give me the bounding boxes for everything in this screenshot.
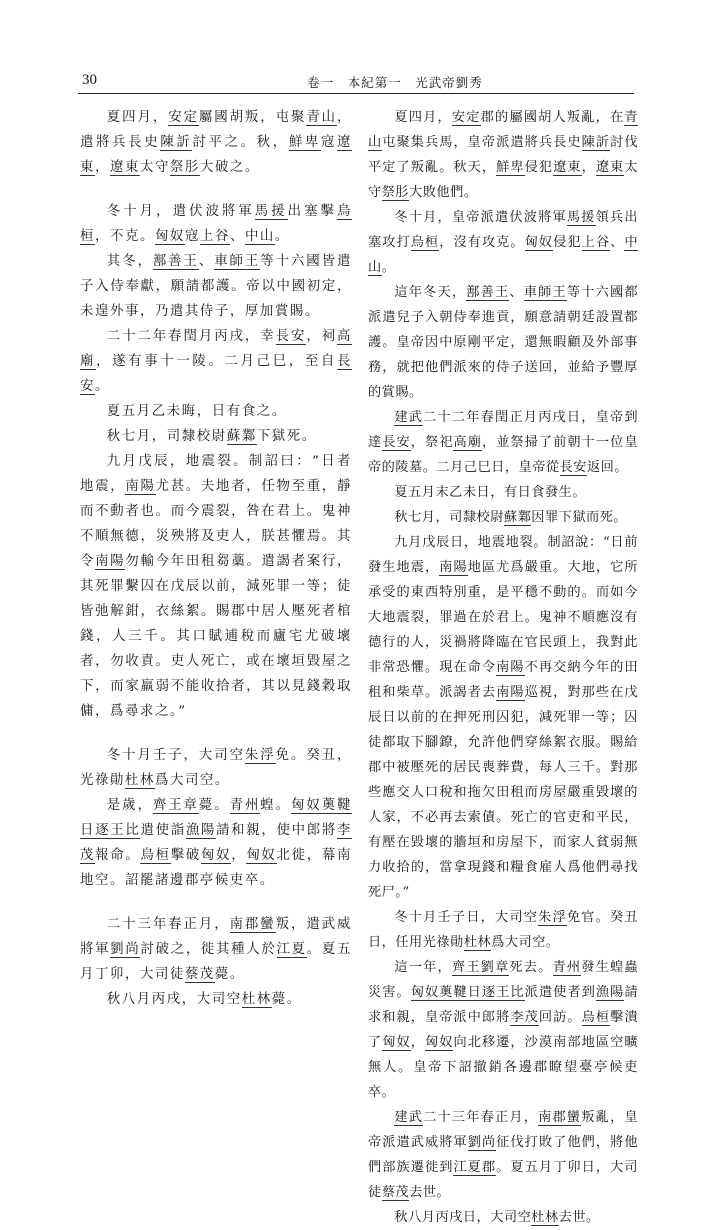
proper-noun: 車師王: [523, 285, 567, 300]
proper-noun: 漁陽: [185, 823, 217, 838]
proper-noun: 馬援: [254, 204, 288, 219]
proper-noun: 青州: [229, 798, 261, 813]
proper-noun: 南陽: [496, 685, 525, 700]
original-paragraph: 秋七月，司隸校尉蘇鄴下獄死。: [106, 429, 317, 444]
proper-noun: 匈奴: [291, 798, 322, 813]
proper-noun: 建武: [394, 1110, 424, 1125]
original-paragraph: 其冬，鄯善王、車師王等十六國皆遣子入侍奉獻，願請都護。帝以中國初定，未遑外事，乃遣其侍子，厚加賞賜。: [80, 254, 352, 319]
proper-noun: 青山: [306, 110, 338, 125]
proper-noun: 南陽: [496, 660, 525, 675]
proper-noun: 長安: [275, 329, 307, 344]
original-paragraph: 夏五月乙未晦，日有食之。: [106, 404, 287, 419]
proper-noun: 鄯善王: [466, 285, 510, 300]
proper-noun: 薁鞬日逐王比: [80, 798, 353, 838]
translation-paragraph: 秋七月，司隸校尉蘇鄴因罪下獄而死。: [394, 510, 628, 525]
proper-noun: 匈奴: [246, 848, 277, 863]
proper-noun: 陳訢: [160, 135, 193, 150]
proper-noun: 南陽: [439, 560, 468, 575]
proper-noun: 遼東: [80, 135, 352, 175]
proper-noun: 薁鞬日逐王比: [439, 985, 525, 1000]
translation-paragraph: 夏四月，安定郡的屬國胡人叛亂，在青山屯聚集兵馬，皇帝派遣將兵長史陳訢討伐平定了叛亂。秋天，鮮卑侵犯遼東，遼東太守祭肜大敗他們。: [368, 110, 639, 200]
header-rule: [78, 93, 634, 94]
proper-noun: 青州: [552, 960, 582, 975]
proper-noun: 劉尚: [110, 942, 141, 957]
proper-noun: 長安: [80, 354, 352, 394]
proper-noun: 鮮卑: [496, 160, 525, 175]
proper-noun: 高廟: [453, 435, 482, 450]
proper-noun: 祭肜: [381, 185, 410, 200]
original-paragraph: 冬十月，遣伏波將軍馬援出塞擊烏桓，不克。匈奴寇上谷、中山。: [80, 204, 352, 244]
proper-noun: 遼東: [595, 160, 625, 175]
proper-noun: 長安: [382, 435, 411, 450]
proper-noun: 鮮卑: [288, 135, 321, 150]
proper-noun: 李茂: [510, 1010, 539, 1025]
running-head: 卷一 本紀第一 光武帝劉秀: [307, 75, 483, 90]
translation-paragraph: 這年冬天，鄯善王、車師王等十六國都派遣兒子入朝侍奉進貢，願意請朝廷設置都護。皇帝因中原剛平定，還無暇顧及外部事務，就把他們派來的侍子送回，並給予豐厚的賞賜。: [368, 285, 639, 400]
original-paragraph: 二十二年春閏月丙戌，幸長安，祠高廟，遂有事十一陵。二月己巳，至自長安。: [80, 329, 353, 394]
original-paragraph: 二十三年春正月，南郡蠻叛，遣武威將軍劉尚討破之，徙其種人於江夏。夏五月丁卯，大司徒蔡茂薨。: [80, 917, 352, 982]
proper-noun: 陳訢: [581, 135, 611, 150]
proper-noun: 李茂: [80, 823, 352, 863]
proper-noun: 烏桓: [581, 1010, 611, 1025]
original-paragraph: 夏四月，安定屬國胡叛，屯聚青山，遣將兵長史陳訢討平之。秋，鮮卑寇遼東，遼東太守祭肜大破之。: [80, 110, 353, 175]
proper-noun: 匈奴: [424, 1035, 454, 1050]
proper-noun: 上谷: [581, 235, 611, 250]
proper-noun: 南郡蠻: [538, 1110, 582, 1125]
proper-noun: 建武: [394, 410, 424, 425]
proper-noun: 劉尚: [467, 1135, 497, 1150]
proper-noun: 杜林: [463, 935, 492, 950]
proper-noun: 齊王章: [152, 798, 199, 813]
translation-paragraph: 夏五月末乙未日，有日食發生。: [394, 485, 587, 500]
proper-noun: 烏桓: [140, 848, 171, 863]
proper-noun: 齊王: [451, 960, 481, 975]
proper-noun: 安定: [451, 110, 481, 125]
proper-noun: 安定: [168, 110, 199, 125]
proper-noun: 杜林: [531, 1210, 559, 1225]
original-paragraph: 是歲，齊王章薨。青州蝗。匈奴薁鞬日逐王比遣使詣漁陽請和親，使中郎將李茂報命。烏桓擊破匈奴，匈奴北徙，幕南地空。詔罷諸邊郡亭候吏卒。: [80, 798, 353, 888]
proper-noun: 匈奴: [410, 985, 440, 1000]
translation-paragraph: 建武二十三年春正月，南郡蠻叛亂，皇帝派遣武威將軍劉尚征伐打敗了他們，將他們部族遷徙到江夏郡。夏五月丁卯日，大司徒蔡茂去世。: [368, 1110, 639, 1200]
proper-noun: 遼東: [553, 160, 582, 175]
proper-noun: 馬援: [566, 210, 596, 225]
proper-noun: 蔡茂: [381, 1185, 410, 1200]
proper-noun: 蔡茂: [184, 967, 215, 982]
proper-noun: 中山: [244, 229, 275, 244]
translation-paragraph: 冬十月，皇帝派遣伏波將軍馬援領兵出塞攻打烏桓，沒有攻克。匈奴侵犯上谷、中山。: [368, 210, 639, 275]
proper-noun: 朱浮: [244, 748, 276, 763]
proper-noun: 江夏郡: [453, 1160, 497, 1175]
proper-noun: 蘇鄴: [226, 429, 257, 444]
proper-noun: 南陽: [125, 479, 156, 494]
proper-noun: 遼東: [110, 160, 140, 175]
translation-paragraph: 建武二十二年春閏正月丙戌日，皇帝到達長安，祭祀高廟，並祭掃了前朝十一位皇帝的陵墓。二月己巳日，皇帝從長安返回。: [368, 410, 639, 475]
original-paragraph: 冬十月壬子，大司空朱浮免。癸丑，光祿勛杜林爲大司空。: [80, 748, 353, 788]
proper-noun: 烏桓: [80, 204, 352, 244]
proper-noun: 劉章: [480, 960, 510, 975]
proper-noun: 匈奴: [524, 235, 554, 250]
translation-paragraph: 這一年，齊王劉章死去。青州發生蝗蟲災害。匈奴薁鞬日逐王比派遣使者到漁陽請求和親，皇帝派中郎將李茂回訪。烏桓擊潰了匈奴，匈奴向北移遷，沙漠南部地區空曠無人。皇帝下詔撤銷各邊郡瞭望臺亭候吏卒。: [368, 960, 639, 1100]
proper-noun: 匈奴: [200, 848, 232, 863]
proper-noun: 蘇鄴: [503, 510, 532, 525]
original-paragraph: 九月戊辰，地震裂。制詔曰：“日者地震，南陽尤甚。夫地者，任物至重，靜而不動者也。而今震裂，咎在君上。鬼神不順無德，災殃將及吏人，朕甚懼焉。其令南陽勿輸今年田租芻藁。遣謁者案行，其死罪繫囚在戊辰以前，減死罪一等；徒皆弛解鉗，衣絲絮。賜郡中居人壓死者棺錢，人三千。其口賦逋稅而廬宅尤破壞者，勿收責。吏人死亡，或在壞垣毀屋之下，而家羸弱不能收拾者，其以見錢穀取傭，爲尋求之。”: [80, 454, 353, 719]
translation-column: [368, 105, 638, 1230]
original-paragraph: 秋八月丙戌，大司空杜林薨。: [106, 992, 302, 1007]
proper-noun: 杜林: [241, 992, 272, 1007]
proper-noun: 江夏: [276, 942, 307, 957]
proper-noun: 鄯善王: [152, 254, 199, 269]
proper-noun: 南陽: [95, 554, 126, 569]
proper-noun: 匈奴: [382, 1035, 411, 1050]
proper-noun: 朱浮: [538, 910, 567, 925]
proper-noun: 中山: [368, 235, 639, 275]
translation-paragraph: 秋八月丙戌日，大司空杜林去世。: [394, 1210, 600, 1225]
proper-noun: 祭肜: [169, 160, 200, 175]
proper-noun: 長安: [559, 460, 587, 475]
translation-paragraph: 九月戊辰日，地震地裂。制詔說：“日前發生地震，南陽地區尤爲嚴重。大地，它所承受的東西特別重，是平穩不動的。而如今大地震裂，罪過在於君上。鬼神不順應沒有德行的人，災禍將降臨在官民頭上，我對此非常恐懼。現在命令南陽不再交納今年的田租和柴草。派謁者去南陽巡視，對那些在戊辰日以前的在押死刑囚犯，減死罪一等；囚徒都取下腳鐐，允許他們穿絲絮衣服。賜給郡中被壓死的居民喪葬費，每人三千。對那些應交人口稅和拖欠田租而房屋嚴重毀壞的人家，不必再去索債。死亡的官吏和平民，有壓在毀壞的牆垣和房屋下，而家人貧弱無力收拾的，當拿現錢和糧食雇人爲他們尋找死尸。”: [368, 535, 639, 900]
translation-paragraph: 冬十月壬子日，大司空朱浮免官。癸丑日，任用光祿勛杜林爲大司空。: [368, 910, 639, 950]
page-number: 30: [82, 72, 97, 88]
proper-noun: 高廟: [80, 329, 353, 369]
original-text-column: [80, 105, 352, 1012]
proper-noun: 杜林: [124, 773, 155, 788]
proper-noun: 上谷: [199, 229, 230, 244]
proper-noun: 南郡蠻: [229, 917, 276, 932]
proper-noun: 車師王: [214, 254, 261, 269]
proper-noun: 匈奴: [154, 229, 185, 244]
proper-noun: 烏桓: [410, 235, 440, 250]
proper-noun: 青山: [368, 110, 639, 150]
proper-noun: 漁陽: [595, 985, 625, 1000]
